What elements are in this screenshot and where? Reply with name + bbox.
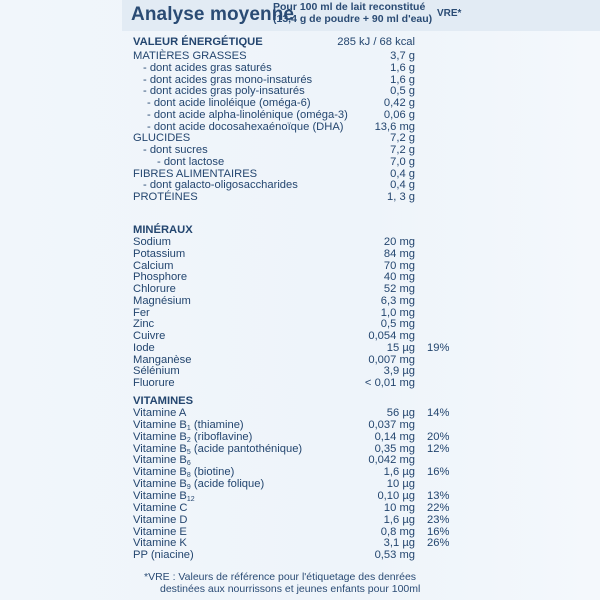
vitamin-row-vre: 14% bbox=[427, 407, 450, 419]
macro-row-label: MATIÈRES GRASSES bbox=[133, 50, 247, 62]
table-title: Analyse moyenne bbox=[131, 4, 295, 25]
serving-basis-line1: Pour 100 ml de lait reconstitué bbox=[273, 1, 426, 13]
mineral-row-label: Cuivre bbox=[133, 330, 166, 342]
mineral-row-value: 20 mg bbox=[383, 236, 415, 248]
macro-row-value: 0,4 g bbox=[390, 179, 415, 192]
vitamin-row-vre: 23% bbox=[427, 513, 450, 526]
mineral-row-value: 40 mg bbox=[383, 271, 415, 284]
macro-row bbox=[0, 191, 600, 204]
vre-column-header: VRE* bbox=[437, 8, 462, 19]
vitamin-row-vre: 26% bbox=[427, 537, 450, 550]
mineral-row-label: Fer bbox=[133, 306, 150, 319]
mineral-row-value: 70 mg bbox=[383, 259, 415, 272]
vitamin-row-label-subscript: 1 bbox=[186, 424, 191, 432]
vitamin-row bbox=[0, 549, 600, 562]
vitamin-row-vre: 12% bbox=[427, 442, 450, 455]
vitamin-row-label-base: Vitamine E bbox=[133, 525, 187, 538]
serving-basis-line2: (13,4 g de poudre + 90 ml d'eau) bbox=[273, 13, 433, 25]
macro-row-label: - dont acide docosahexaénoïque (DHA) bbox=[147, 120, 344, 133]
mineral-row bbox=[0, 377, 600, 390]
minerals-heading: MINÉRAUX bbox=[133, 224, 193, 236]
macro-row-value: 7,2 g bbox=[390, 132, 415, 145]
macro-row-value: 0,4 g bbox=[390, 167, 415, 180]
mineral-row-label: Calcium bbox=[133, 259, 174, 272]
vitamin-row-label-subscript: 5 bbox=[186, 448, 191, 456]
vitamin-row-label-base: Vitamine B bbox=[133, 418, 187, 431]
energy-value: 285 kJ / 68 kcal bbox=[337, 36, 415, 48]
macro-row-value: 13,6 mg bbox=[374, 120, 415, 133]
mineral-row-label: Manganèse bbox=[133, 353, 192, 366]
vitamin-row-label-suffix: (acide pantothénique) bbox=[190, 442, 303, 455]
vitamin-row-value: 1,6 µg bbox=[383, 513, 415, 526]
macro-row-label: GLUCIDES bbox=[133, 132, 191, 145]
energy-label: VALEUR ÉNERGÉTIQUE bbox=[133, 36, 263, 48]
footnote bbox=[144, 571, 584, 595]
vitamin-row-label-base: Vitamine D bbox=[133, 513, 188, 526]
vitamin-row-vre: 16% bbox=[427, 466, 450, 479]
vitamin-row-value: 10 µg bbox=[386, 478, 415, 491]
mineral-row-label: Phosphore bbox=[133, 271, 188, 284]
vitamin-row-label-base: Vitamine B bbox=[133, 466, 187, 479]
mineral-row-value: 0,5 mg bbox=[380, 318, 415, 331]
mineral-row-value: 1,0 mg bbox=[380, 306, 415, 319]
mineral-row-vre: 19% bbox=[427, 341, 450, 354]
macro-row-value: 7,0 g bbox=[390, 155, 415, 168]
mineral-row-value: 0,054 mg bbox=[368, 330, 415, 342]
mineral-row-label: Chlorure bbox=[133, 283, 176, 295]
vitamin-row-label-base: Vitamine K bbox=[133, 537, 187, 550]
macro-row-label: - dont lactose bbox=[157, 155, 225, 168]
vitamin-row-value: 0,037 mg bbox=[368, 418, 415, 431]
macro-row-value: 1, 3 g bbox=[387, 191, 415, 203]
macro-row-value: 0,5 g bbox=[390, 85, 415, 98]
macro-row-label: FIBRES ALIMENTAIRES bbox=[133, 167, 258, 180]
vitamin-row-value: 0,35 mg bbox=[374, 442, 415, 455]
vitamin-row-label-subscript: 8 bbox=[186, 472, 191, 480]
vitamin-row-value: 0,8 mg bbox=[380, 525, 415, 538]
vitamin-row-vre: 16% bbox=[427, 525, 450, 538]
mineral-row-label: Sélénium bbox=[133, 365, 180, 378]
mineral-row-label: Potassium bbox=[133, 247, 186, 260]
vitamin-row-label-suffix: (thiamine) bbox=[190, 418, 244, 431]
vitamin-row-label-suffix: (acide folique) bbox=[190, 478, 265, 491]
vitamin-row-label-base: Vitamine C bbox=[133, 501, 188, 514]
mineral-row-value: 15 µg bbox=[386, 341, 415, 354]
vitamin-row-value: 0,14 mg bbox=[374, 430, 415, 443]
vitamin-row-label-base: Vitamine B bbox=[133, 478, 187, 491]
mineral-row-label: Fluorure bbox=[133, 377, 175, 389]
mineral-row-label: Magnésium bbox=[133, 294, 191, 307]
mineral-row-value: < 0,01 mg bbox=[364, 377, 415, 389]
mineral-row-label: Sodium bbox=[133, 236, 171, 248]
mineral-row-value: 84 mg bbox=[383, 247, 415, 260]
macro-row-label: - dont galacto-oligosaccharides bbox=[143, 179, 298, 192]
macro-row-label: - dont acides gras mono-insaturés bbox=[143, 73, 313, 86]
vitamin-row-label-suffix: (biotine) bbox=[190, 466, 235, 479]
macro-row-label: - dont sucres bbox=[143, 144, 208, 156]
vitamin-row-label-base: Vitamine A bbox=[133, 407, 187, 419]
energy-row bbox=[0, 36, 600, 49]
mineral-row-label: Iode bbox=[133, 341, 155, 354]
footnote-line2: destinées aux nourrissons et jeunes enfants pour 100ml bbox=[160, 583, 421, 595]
macro-row-label: - dont acides gras poly-insaturés bbox=[143, 85, 305, 98]
vitamin-row-value: 3,1 µg bbox=[383, 537, 415, 550]
macro-row-value: 0,42 g bbox=[383, 97, 415, 109]
vitamin-row-label-base: Vitamine B bbox=[133, 489, 187, 502]
macro-row-label: - dont acide alpha-linolénique (oméga-3) bbox=[147, 108, 348, 121]
macro-row-label: - dont acides gras saturés bbox=[143, 61, 272, 74]
vitamin-row-value: 1,6 µg bbox=[383, 466, 415, 479]
vitamin-row-label-suffix: (riboflavine) bbox=[190, 430, 253, 443]
vitamin-row-label-subscript: 6 bbox=[186, 460, 191, 468]
footnote-line1: *VRE : Valeurs de référence pour l'étiquetage des denrées bbox=[144, 571, 417, 583]
vitamin-row-vre: 20% bbox=[427, 430, 450, 443]
vitamin-row-label-base: Vitamine B bbox=[133, 442, 187, 455]
vitamin-row-vre: 13% bbox=[427, 489, 450, 502]
mineral-row-label: Zinc bbox=[133, 318, 155, 331]
vitamin-row-label-subscript: 2 bbox=[186, 436, 191, 444]
mineral-row-value: 3,9 µg bbox=[383, 365, 415, 378]
vitamin-row-label-base: Vitamine B bbox=[133, 454, 187, 467]
macro-row-value: 1,6 g bbox=[390, 61, 415, 74]
mineral-row-value: 6,3 mg bbox=[380, 294, 415, 307]
vitamins-heading: VITAMINES bbox=[133, 395, 194, 407]
vitamin-row-label-subscript: 9 bbox=[186, 484, 191, 492]
vitamin-row-value: 0,53 mg bbox=[374, 549, 415, 562]
macro-row-value: 7,2 g bbox=[390, 144, 415, 156]
vitamin-row-label-base: Vitamine B bbox=[133, 430, 187, 443]
macro-row-label: PROTÉINES bbox=[133, 191, 198, 203]
vitamin-row-vre: 22% bbox=[427, 501, 450, 514]
vitamin-row-value: 56 µg bbox=[386, 407, 415, 419]
mineral-row-value: 0,007 mg bbox=[368, 353, 415, 366]
vitamin-row-label-subscript: 12 bbox=[186, 495, 195, 503]
vitamin-row-label-base: PP (niacine) bbox=[133, 549, 194, 562]
macro-row-value: 0,06 g bbox=[383, 108, 415, 121]
macro-row-value: 1,6 g bbox=[390, 73, 415, 86]
macro-row-value: 3,7 g bbox=[390, 50, 415, 62]
mineral-row-value: 52 mg bbox=[383, 283, 415, 295]
vitamin-row-value: 0,042 mg bbox=[368, 454, 415, 467]
macro-row-label: - dont acide linoléique (oméga-6) bbox=[147, 97, 311, 109]
vitamin-row-value: 0,10 µg bbox=[377, 489, 415, 502]
vitamin-row-value: 10 mg bbox=[383, 501, 415, 514]
vitamin-row-label bbox=[133, 549, 194, 562]
